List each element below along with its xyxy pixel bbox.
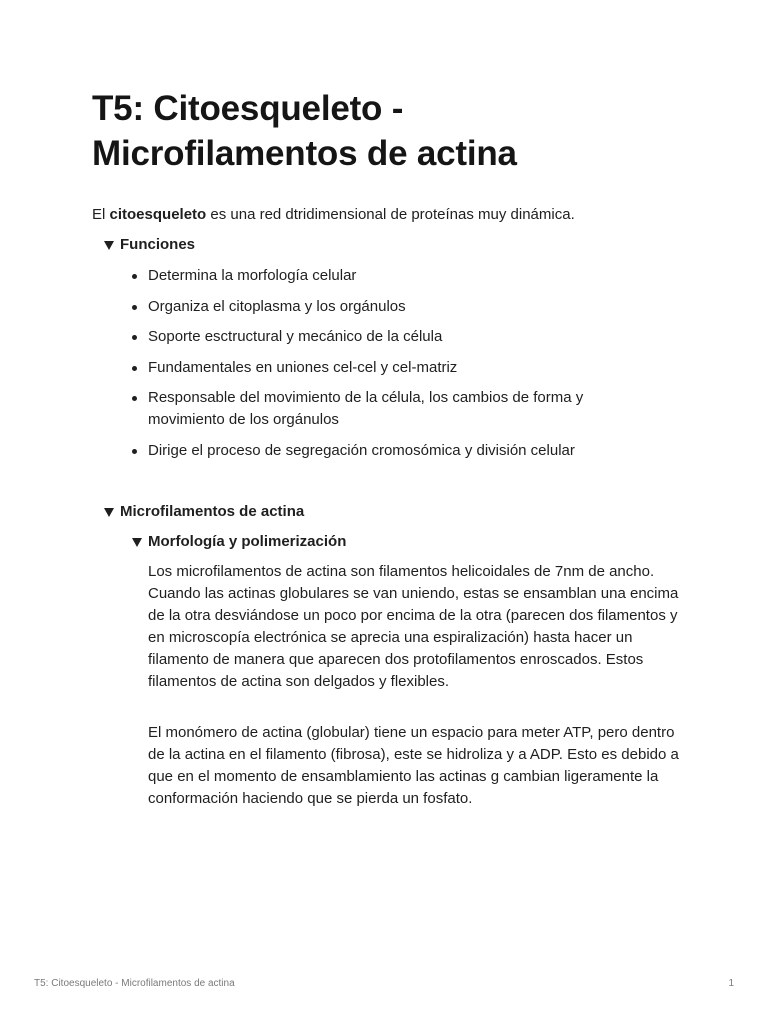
- list-item-text: Determina la morfología celular: [148, 267, 357, 284]
- page-title-line-2: Microfilamentos de actina: [92, 134, 517, 173]
- toggle-microfilamentos-label: Microfilamentos de actina: [120, 503, 305, 520]
- list-item-text: Responsable del movimiento de la célula, los cambios de forma y movimiento de los orgánulos: [148, 389, 584, 428]
- bullet-icon: [132, 396, 137, 401]
- intro-suffix: es una red dtridimensional de proteínas muy dinámica.: [206, 206, 575, 223]
- list-item: [130, 326, 650, 348]
- list-item: [130, 296, 650, 318]
- toggle-funciones-label: Funciones: [120, 236, 196, 253]
- list-item-text: Fundamentales en uniones cel-cel y cel-matriz: [148, 358, 458, 376]
- intro-paragraph: [92, 204, 692, 226]
- toggle-triangle-icon: [104, 508, 114, 517]
- list-item-text: Organiza el citoplasma y los orgánulos: [148, 297, 406, 315]
- toggle-funciones[interactable]: [104, 234, 195, 256]
- bullet-icon: [132, 274, 137, 279]
- list-item: [130, 357, 650, 379]
- footer-page-number: 1: [728, 978, 734, 989]
- paragraph-morfologia-2: El monómero de actina (globular) tiene un espacio para meter ATP, pero dentro de la actina en el filamento (fibrosa), este se hidroliza y a ADP. Esto es debido a que en el momento de ensamblamiento las actinas g cambian ligeramente la conformación haciendo que se pierda un fosfato.: [148, 724, 679, 807]
- toggle-morfologia-label: Morfología y polimerización: [148, 533, 347, 550]
- list-item-text: Soporte esctructural y mecánico de la célula: [148, 328, 443, 345]
- bullet-icon: [132, 366, 137, 371]
- list-item: [130, 440, 650, 462]
- page-title: [92, 86, 692, 176]
- bullet-icon: [132, 335, 137, 340]
- toggle-triangle-icon: [132, 538, 142, 547]
- intro-prefix: El: [92, 206, 110, 223]
- paragraph-morfologia-1: Los microfilamentos de actina son filamentos helicoidales de 7nm de ancho. Cuando las actinas globulares se van uniendo, estas se ensamblan una encima de la otra desviándose un poco por encima de la otra (parecen dos filamentos y en microscopía electrónica se aprecia una espiralización) hasta hacer un filamento de manera que aparecen dos protofilamentos enroscados. Estos filamentos de actina son delgados y flexibles.: [148, 563, 679, 690]
- bullet-icon: [132, 305, 137, 310]
- list-item-text: Dirige el proceso de segregación cromosómica y división celular: [148, 441, 575, 459]
- page-title-line-1: T5: Citoesqueleto -: [92, 89, 404, 128]
- toggle-triangle-icon: [104, 241, 114, 250]
- list-item: [130, 265, 650, 287]
- bullet-icon: [132, 449, 137, 454]
- intro-bold-term: citoesqueleto: [109, 206, 207, 223]
- toggle-microfilamentos[interactable]: [104, 501, 304, 523]
- footer-doc-title: T5: Citoesqueleto - Microfilamentos de actina: [34, 978, 235, 989]
- list-item: [130, 387, 650, 431]
- funciones-list: [130, 265, 650, 470]
- toggle-morfologia[interactable]: [132, 531, 346, 553]
